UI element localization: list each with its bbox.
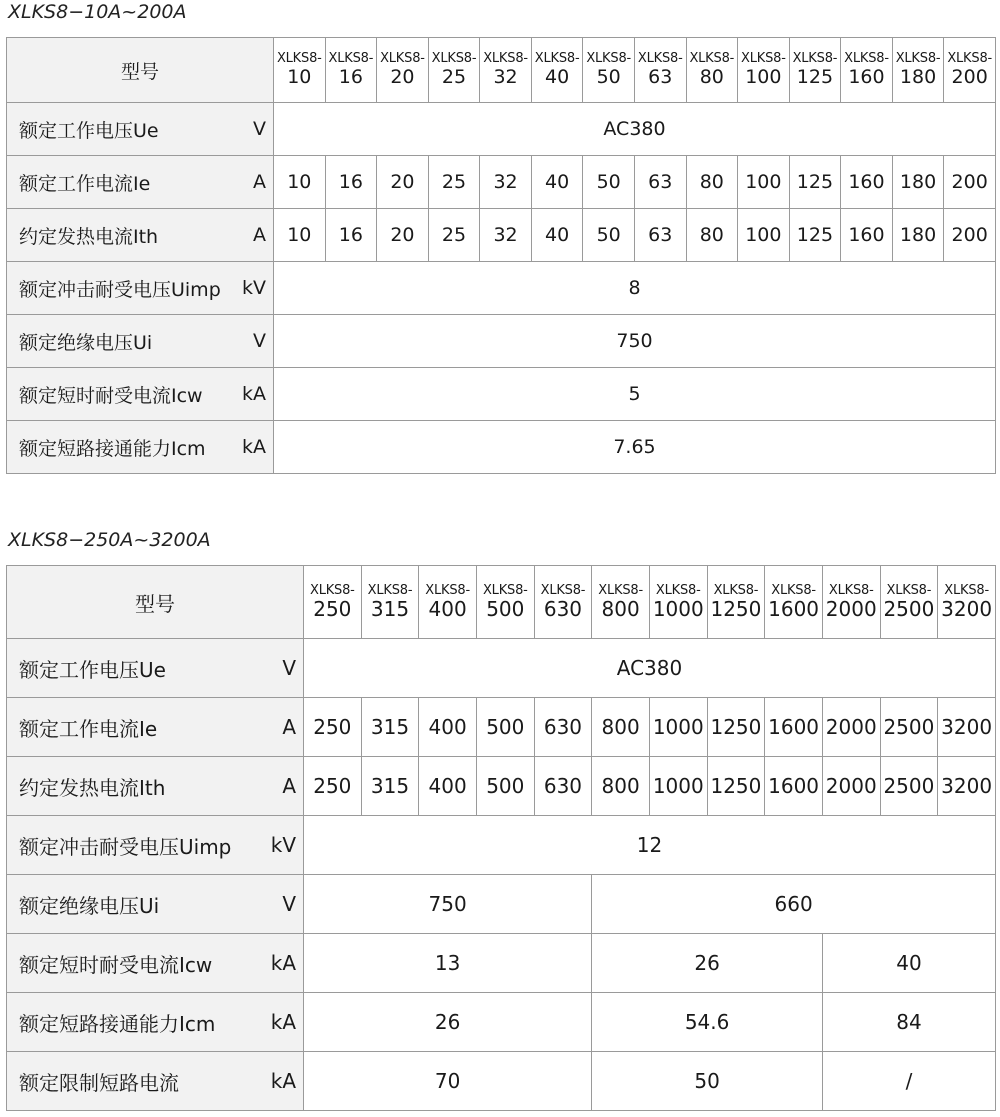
row-label (7, 116, 273, 143)
model-prefix: XLKS8- (895, 51, 941, 67)
value-cell: 63 (634, 156, 686, 209)
model-name (738, 52, 789, 87)
model-cell (534, 566, 592, 639)
spec-row (7, 368, 996, 421)
model-number: 315 (370, 597, 410, 622)
value-cell: 80 (686, 209, 738, 262)
model-name (477, 584, 534, 620)
row-label-cell (7, 757, 304, 816)
value-cell: 1000 (649, 698, 707, 757)
parameter-name: 额定短路接通能力Icm (19, 1011, 216, 1036)
row-label-cell (7, 993, 304, 1052)
row-label-cell (7, 875, 304, 934)
value-cell: 315 (361, 698, 419, 757)
parameter-unit: A (282, 774, 296, 798)
value-cell: 1250 (707, 757, 765, 816)
model-prefix: XLKS8- (844, 51, 889, 67)
value-cell: 16 (325, 156, 377, 209)
model-cell (738, 38, 790, 103)
value-cell: 125 (789, 209, 841, 262)
row-label (7, 222, 273, 249)
value-cell: 400 (419, 698, 477, 757)
model-number: 32 (493, 65, 518, 88)
model-name (708, 584, 765, 620)
model-name (326, 52, 377, 87)
model-cell (938, 566, 996, 639)
value-cell: 630 (534, 698, 592, 757)
model-number: 1250 (710, 597, 762, 622)
table1-title: XLKS8−10A~200A (8, 1, 187, 23)
row-label (7, 890, 303, 919)
value-cell: 80 (686, 156, 738, 209)
merged-value-cell: 5 (274, 368, 996, 421)
model-cell (944, 38, 996, 103)
row-label (7, 949, 303, 978)
model-number: 25 (441, 65, 467, 88)
value-cell: 3200 (938, 757, 996, 816)
row-label (7, 772, 303, 801)
merged-value-cell: 8 (274, 262, 996, 315)
value-cell: 500 (476, 698, 534, 757)
parameter-name: 额定短时耐受电流Icw (19, 384, 203, 407)
model-prefix: XLKS8- (586, 51, 631, 67)
row-label-cell (7, 816, 304, 875)
model-number: 250 (313, 597, 352, 622)
parameter-unit: A (253, 224, 266, 246)
row-label (7, 831, 303, 860)
value-cell: 63 (634, 209, 686, 262)
row-label (7, 1067, 303, 1096)
model-cell (686, 38, 738, 103)
parameter-name: 额定工作电流Ie (19, 716, 158, 741)
value-cell: 50 (583, 156, 635, 209)
model-name (765, 584, 822, 620)
row-label-cell (7, 156, 274, 209)
model-number: 63 (648, 65, 673, 88)
model-name (377, 52, 428, 87)
model-name (419, 584, 476, 620)
model-cell (634, 38, 686, 103)
row-label (7, 713, 303, 742)
row-label-cell (7, 1052, 304, 1111)
model-prefix: XLKS8- (828, 582, 874, 598)
row-label-cell (7, 262, 274, 315)
model-prefix: XLKS8- (886, 582, 932, 598)
value-cell: 250 (304, 757, 362, 816)
parameter-unit: kA (241, 383, 266, 405)
model-number: 20 (390, 65, 415, 88)
row-label-cell (7, 934, 304, 993)
spec-row (7, 1052, 996, 1111)
spec-row (7, 875, 996, 934)
parameter-name: 额定冲击耐受电压Uimp (19, 834, 232, 859)
model-name (274, 52, 325, 87)
model-prefix: XLKS8- (540, 582, 586, 598)
row-label-cell (7, 421, 274, 474)
model-number: 1600 (768, 597, 820, 622)
model-prefix: XLKS8- (947, 51, 992, 67)
row-label-cell (7, 639, 304, 698)
model-prefix: XLKS8- (309, 582, 355, 598)
model-header-label: 型号 (7, 566, 304, 639)
model-cell (841, 38, 893, 103)
value-cell: 25 (428, 209, 480, 262)
model-number: 630 (543, 597, 583, 622)
model-number: 50 (596, 65, 621, 88)
model-prefix: XLKS8- (655, 582, 701, 598)
parameter-name: 额定冲击耐受电压Uimp (19, 278, 221, 301)
model-cell (880, 566, 938, 639)
model-number: 180 (899, 65, 937, 88)
model-name (650, 584, 707, 620)
parameter-name: 额定限制短路电流 (19, 1070, 179, 1095)
parameter-unit: kA (241, 436, 266, 458)
model-name (944, 52, 995, 87)
model-name (592, 584, 649, 620)
model-name (823, 584, 880, 620)
value-cell: 800 (592, 698, 650, 757)
spec-row (7, 639, 996, 698)
model-cell (377, 38, 429, 103)
model-cell (583, 38, 635, 103)
model-number: 16 (338, 65, 363, 88)
model-prefix: XLKS8- (276, 51, 322, 67)
model-prefix: XLKS8- (713, 582, 759, 598)
spec-table-10a-200a (6, 37, 996, 474)
model-number: 100 (745, 65, 782, 88)
parameter-name: 额定绝缘电压Ui (19, 893, 160, 918)
spec-row (7, 315, 996, 368)
value-cell: 40 (531, 209, 583, 262)
model-name (841, 52, 892, 87)
value-cell: 32 (480, 209, 532, 262)
model-cell (428, 38, 480, 103)
value-cell: 1250 (707, 698, 765, 757)
model-cell (649, 566, 707, 639)
value-cell: 2500 (880, 698, 938, 757)
parameter-unit: V (253, 118, 266, 140)
row-label (7, 654, 303, 683)
merged-value-cell: AC380 (274, 103, 996, 156)
model-name (532, 52, 583, 87)
merged-value-cell: 7.65 (274, 421, 996, 474)
row-label (7, 275, 273, 302)
group-value-cell: 40 (822, 934, 995, 993)
value-cell: 500 (476, 757, 534, 816)
model-prefix: XLKS8- (689, 51, 735, 67)
spec-row (7, 209, 996, 262)
spec-row (7, 757, 996, 816)
model-prefix: XLKS8- (425, 582, 470, 598)
value-cell: 50 (583, 209, 635, 262)
model-cell (789, 38, 841, 103)
value-cell: 160 (841, 156, 893, 209)
value-cell: 1600 (765, 757, 823, 816)
spec-row (7, 993, 996, 1052)
spec-table-250a-3200a (6, 565, 996, 1111)
model-number: 10 (287, 65, 312, 88)
value-cell: 160 (841, 209, 893, 262)
row-label-cell (7, 315, 274, 368)
value-cell: 2000 (822, 698, 880, 757)
value-cell: 20 (377, 209, 429, 262)
model-prefix: XLKS8- (598, 582, 643, 598)
group-value-cell: 84 (822, 993, 995, 1052)
model-cell (707, 566, 765, 639)
group-value-cell: 660 (592, 875, 996, 934)
value-cell: 32 (480, 156, 532, 209)
spec-row (7, 156, 996, 209)
model-cell (361, 566, 419, 639)
parameter-unit: kV (270, 833, 296, 857)
parameter-name: 额定工作电压Ue (19, 119, 159, 142)
model-prefix: XLKS8- (741, 51, 786, 67)
parameter-unit: kA (270, 1069, 296, 1093)
spec-row (7, 934, 996, 993)
value-cell: 180 (892, 156, 944, 209)
group-value-cell: 13 (304, 934, 592, 993)
parameter-name: 额定短时耐受电流Icw (19, 952, 213, 977)
model-number: 3200 (941, 597, 993, 622)
group-value-cell: 26 (304, 993, 592, 1052)
parameter-unit: V (253, 330, 266, 352)
parameter-name: 额定工作电流Ie (19, 172, 151, 195)
model-name (583, 52, 634, 87)
parameter-unit: kV (241, 277, 266, 299)
model-prefix: XLKS8- (771, 582, 816, 598)
model-name (362, 584, 419, 620)
value-cell: 200 (944, 156, 996, 209)
model-header-label: 型号 (7, 38, 274, 103)
model-cell (274, 38, 326, 103)
value-cell: 315 (361, 757, 419, 816)
model-number: 2000 (825, 597, 877, 622)
parameter-unit: kA (270, 1010, 296, 1034)
spec-row (7, 421, 996, 474)
merged-value-cell: 750 (274, 315, 996, 368)
value-cell: 400 (419, 757, 477, 816)
group-value-cell: / (822, 1052, 995, 1111)
model-prefix: XLKS8- (637, 51, 683, 67)
value-cell: 25 (428, 156, 480, 209)
header-row (7, 38, 996, 103)
model-prefix: XLKS8- (792, 51, 838, 67)
value-cell: 40 (531, 156, 583, 209)
model-name (893, 52, 944, 87)
group-value-cell: 750 (304, 875, 592, 934)
value-cell: 10 (274, 209, 326, 262)
row-label (7, 328, 273, 355)
model-prefix: XLKS8- (431, 51, 477, 67)
row-label (7, 381, 273, 408)
model-cell (476, 566, 534, 639)
value-cell: 10 (274, 156, 326, 209)
model-cell (822, 566, 880, 639)
value-cell: 2500 (880, 757, 938, 816)
parameter-unit: V (282, 892, 296, 916)
model-cell (419, 566, 477, 639)
model-number: 160 (848, 65, 885, 88)
parameter-unit: A (282, 715, 296, 739)
parameter-name: 额定工作电压Ue (19, 657, 166, 682)
value-cell: 630 (534, 757, 592, 816)
model-prefix: XLKS8- (482, 582, 528, 598)
row-label-cell (7, 209, 274, 262)
header-row (7, 566, 996, 639)
parameter-unit: kA (270, 951, 296, 975)
model-cell (325, 38, 377, 103)
row-label (7, 434, 273, 461)
model-cell (592, 566, 650, 639)
value-cell: 125 (789, 156, 841, 209)
model-prefix: XLKS8- (328, 51, 374, 67)
model-number: 500 (486, 597, 525, 622)
parameter-unit: A (253, 171, 266, 193)
model-number: 1000 (652, 597, 704, 622)
row-label-cell (7, 698, 304, 757)
value-cell: 20 (377, 156, 429, 209)
model-name (938, 584, 995, 620)
spec-row (7, 698, 996, 757)
spec-row (7, 103, 996, 156)
model-prefix: XLKS8- (944, 582, 989, 598)
model-name (881, 584, 938, 620)
table2-title: XLKS8−250A~3200A (8, 529, 211, 551)
parameter-name: 约定发热电流Ith (19, 225, 159, 248)
value-cell: 250 (304, 698, 362, 757)
value-cell: 3200 (938, 698, 996, 757)
model-prefix: XLKS8- (534, 51, 580, 67)
value-cell: 1600 (765, 698, 823, 757)
parameter-unit: V (282, 656, 296, 680)
model-cell (892, 38, 944, 103)
model-prefix: XLKS8- (483, 51, 528, 67)
row-label-cell (7, 103, 274, 156)
spec-row (7, 816, 996, 875)
model-name (429, 52, 480, 87)
parameter-name: 额定短路接通能力Icm (19, 437, 206, 460)
value-cell: 180 (892, 209, 944, 262)
parameter-name: 额定绝缘电压Ui (19, 331, 153, 354)
model-number: 80 (699, 65, 724, 88)
row-label (7, 1008, 303, 1037)
model-name (687, 52, 738, 87)
model-cell (765, 566, 823, 639)
model-number: 800 (601, 597, 640, 622)
group-value-cell: 26 (592, 934, 823, 993)
value-cell: 100 (738, 156, 790, 209)
row-label (7, 169, 273, 196)
merged-value-cell: AC380 (304, 639, 996, 698)
value-cell: 200 (944, 209, 996, 262)
merged-value-cell: 12 (304, 816, 996, 875)
value-cell: 16 (325, 209, 377, 262)
spec-row (7, 262, 996, 315)
value-cell: 100 (738, 209, 790, 262)
model-name (790, 52, 841, 87)
model-name (635, 52, 686, 87)
row-label-cell (7, 368, 274, 421)
model-prefix: XLKS8- (380, 51, 425, 67)
model-prefix: XLKS8- (367, 582, 413, 598)
value-cell: 800 (592, 757, 650, 816)
group-value-cell: 54.6 (592, 993, 823, 1052)
model-number: 2500 (883, 597, 935, 622)
parameter-name: 约定发热电流Ith (19, 775, 166, 800)
model-cell (304, 566, 362, 639)
model-name (535, 584, 592, 620)
model-number: 125 (796, 65, 834, 88)
group-value-cell: 50 (592, 1052, 823, 1111)
model-cell (480, 38, 532, 103)
group-value-cell: 70 (304, 1052, 592, 1111)
model-cell (531, 38, 583, 103)
model-name (480, 52, 531, 87)
model-number: 400 (428, 597, 467, 622)
value-cell: 1000 (649, 757, 707, 816)
model-name (304, 584, 361, 620)
model-number: 40 (545, 65, 570, 88)
model-number: 200 (951, 65, 988, 88)
value-cell: 2000 (822, 757, 880, 816)
